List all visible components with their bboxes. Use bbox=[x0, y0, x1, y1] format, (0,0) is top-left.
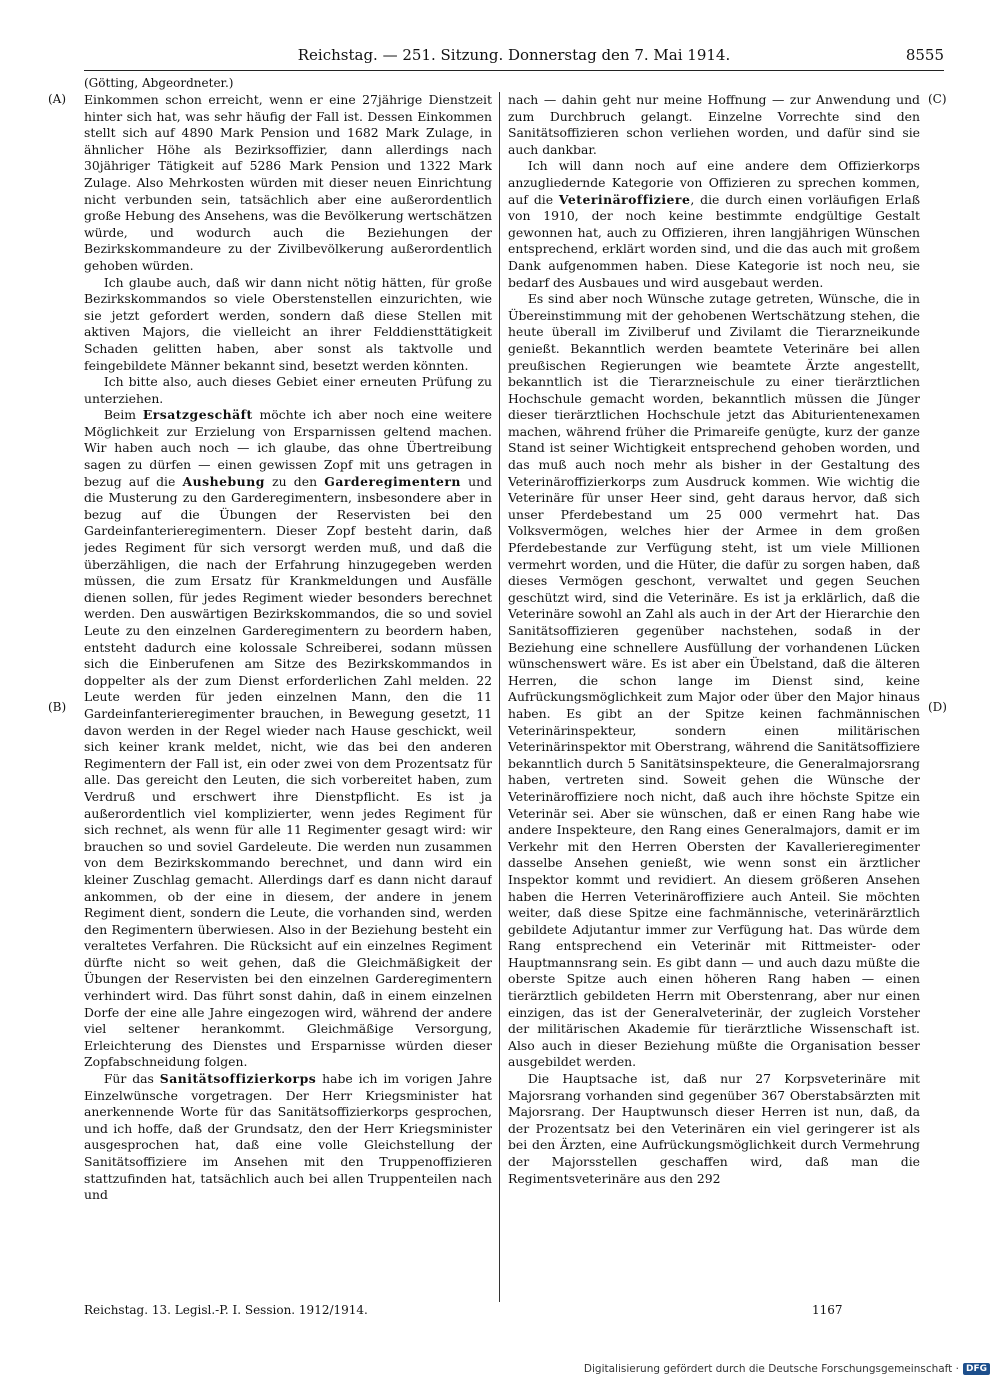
paragraph bbox=[508, 158, 920, 291]
paragraph: Ich bitte also, auch dieses Gebiet einer erneuten Prüfung zu unterziehen. bbox=[84, 374, 492, 406]
footer-session: Reichstag. 13. Legisl.-P. I. Session. 1912/1914. bbox=[84, 1303, 368, 1317]
text-run: und die Musterung zu den Garderegimentern, insbesondere aber in bezug auf die Übungen der Reservisten bei den Gardeinfanterieregimentern. Dieser Zopf besteht darin, daß jedes Regiment für sich versorgt werden muß, und daß die überzähligen, die nach der Erfahrung hinzugegeben werden müssen, die zum Ersatz für Krankmeldungen und Ausfälle dienen sollen, für jedes Regiment wieder besonders berechnet werden. Den auswärtigen Bezirkskommandos, die so und soviel Leute zu den einzelnen Garderegimentern zu beordern haben, entsteht dadurch eine kolossale Schreiberei, sodann müssen sich die Einberufenen am Sitze des Bezirkskommandos in doppelter als der zum Dienst erforderlichen Zahl melden. 22 Leute werden für jeden einzelnen Mann, den die 11 Gardeinfanterieregimenter brauchen, in Bewegung gesetzt, 11 davon werden in der Regel wieder nach Hause geschickt, weil sich keiner krank meldet, nicht, wie das bei den anderen Regimentern der Fall ist, ein oder zwei von dem Prozentsatz für alle. Das gereicht den Leuten, die sich vorbereitet haben, zum Verdruß und erschwert ihre Dienstpflicht. Es ist ja außerordentlich viel komplizierter, wenn jedes Regiment für sich rechnet, als wenn für alle 11 Regimenter gesagt wird: wir brauchen so und soviel Gardeleute. Die werden nun zusammen von dem Bezirkskommando berechnet, und dann wird ein kleiner Zuschlag gemacht. Allerdings darf es dann nicht darauf ankommen, ob der eine in diesem, der andere in jenem Regiment dient, sondern die Leute, die vorhanden sind, werden den Regimentern überwiesen. Also in der Beziehung besteht ein veraltetes Verfahren. Die Rücksicht auf ein einzelnes Regiment dürfte nicht so weit gehen, daß die Gleichmäßigkeit der Übungen der Reservisten bei den einzelnen Garderegimentern verhindert wird. Das führt sonst dahin, daß in einem einzelnen Dorfe der eine alle Jahre eingezogen wird, während der andere viel seltener herankommt. Gleichmäßige Versorgung, Erleichterung des Dienstes und Ersparnisse würden dieser Zopfabschneidung folgen. bbox=[84, 473, 492, 1070]
paragraph: Einkommen schon erreicht, wenn er eine 27jährige Dienstzeit hinter sich hat, was sehr häufig der Fall ist. Dessen Einkommen stellt sich auf 4890 Mark Pension und 1682 Mark Zulage, in ähnlicher Höhe als Bezirksoffizier, dann allerdings nach 30jähriger Tätigkeit auf 5286 Mark Pension und 1322 Mark Zulage. Also Mehrkosten würden mit dieser neuen Einrichtung nicht verbunden sein, tatsächlich aber eine außerordentlich große Hebung des Ansehens, was die Bevölkerung wertschätzen würde, und wodurch auch die Beziehungen der Bezirkskommandeure zu der Zivilbevölkerung außerordentlich gehoben würden. bbox=[84, 92, 492, 273]
header-rule bbox=[84, 70, 944, 71]
margin-mark-c: (C) bbox=[928, 92, 947, 106]
text-run: Für das bbox=[103, 1071, 160, 1087]
funding-credit bbox=[584, 1363, 990, 1375]
footer-sheet-number: 1167 bbox=[812, 1303, 843, 1317]
page-number: 8555 bbox=[905, 46, 944, 64]
text-run: möchte ich aber noch eine weitere Möglichkeit zur Erzielung von Ersparnissen geltend machen. Wir haben auch noch — ich glaube, das ohne Übertreibung sagen zu dürfen — einen gewissen Zopf mit uns getragen in bezug auf die bbox=[84, 407, 492, 489]
paragraph: Es sind aber noch Wünsche zutage getreten, Wünsche, die in Übereinstimmung mit der gehobenen Wertschätzung stehen, die heute überall im Zivilberuf und Zivilamt die Tierarzneikunde genießt. Bekanntlich werden beamtete Veterinäre bei allen preußischen Regierungen wie beamtete Ärzte angestellt, bekanntlich ist die Tierarzneischule zu einer tierärztlichen Hochschule gemacht worden, bekanntlich müssen die Jünger dieser tierärztlichen Hochschule jetzt das Abiturientenexamen machen, während früher die Primareife genügte, kurz der ganze Stand ist seiner Wichtigkeit entsprechend gehoben worden, und das muß auch noch mehr als bisher in der Gestaltung des Veterinäroffizierkorps zum Ausdruck kommen. Wie wichtig die Veterinäre für unser Heer sind, geht daraus hervor, daß sich unser Pferdebestand um 25 000 vermehrt hat. Das Volksvermögen, welches hier der Armee in dem großen Pferdebestande zur Verfügung steht, ist um viele Millionen vermehrt worden, und die Hüter, die dafür zu sorgen haben, daß dieses Vermögen geschont, verwaltet und gegen Seuchen geschützt wird, sind die Veterinäre. Es ist ja erklärlich, daß die Veterinäre sowohl an Zahl als auch in der Art der Hierarchie den Sanitätsoffizieren gegenüber nachstehen, sodaß in der Beziehung eine schnellere Ausfüllung der vorhandenen Lücken wünschenswert wäre. Es ist aber ein Übelstand, daß die älteren Herren, die schon lange im Dienst sind, keine Aufrückungsmöglichkeit zum Major oder über den Major hinaus haben. Es gibt an der Spitze keinen fachmännischen Veterinärinspekteur, sondern einen militärischen Veterinärinspektor mit Oberstrang, während die Sanitätsoffiziere bekanntlich durch 5 Sanitätsinspekteure, die Generalmajorsrang haben, vertreten sind. Soweit gehen die Wünsche der Veterinäroffiziere noch nicht, daß auch ihre höchste Spitze ein Veterinär sei. Aber sie wünschen, daß er einen Rang habe wie andere Inspekteure, den Rang eines Generalmajors, damit er im Verkehr mit den Herren Obersten der Kavallerieregimenter dasselbe Ansehen genießt, wie wenn sonst ein ärztlicher Inspektor kommt und revidiert. An diesem größeren Ansehen haben die Herren Veterinäroffiziere auch Anteil. Sie möchten weiter, daß diese Spitze eine fachmännische, veterinärärztlich gebildete Adjutantur immer zur Verfügung hat. Das würde dem Rang entsprechend ein Veterinär mit Rittmeister- oder Hauptmannsrang sein. Es gibt dann — und auch dazu müßte die oberste Spitze auch einen höheren Rang haben — einen tierärztlich gebildeten Herrn mit Oberstenrang, aber nur einen einzigen, das ist der Generalveterinär, der zugleich Vorsteher der militärischen Akademie für tierärztliche Wissenschaft ist. Also auch in dieser Beziehung müßte die Organisation besser ausgebildet werden. bbox=[508, 291, 920, 1070]
bold-term: Veterinäroffiziere bbox=[558, 191, 691, 207]
bold-term: Garderegimentern bbox=[324, 473, 461, 489]
margin-mark-b: (B) bbox=[48, 700, 67, 714]
bold-term: Aushebung bbox=[182, 473, 265, 489]
text-run: Ich will dann noch auf eine andere dem Offizierkorps anzugliedernde Kategorie von Offizieren zu sprechen kommen, auf die bbox=[508, 158, 920, 207]
right-column bbox=[508, 92, 920, 1300]
page-header bbox=[84, 46, 944, 70]
margin-mark-d: (D) bbox=[928, 700, 947, 714]
text-run: zu den bbox=[264, 473, 325, 489]
dfg-logo: DFG bbox=[963, 1363, 990, 1375]
text-run: habe ich im vorigen Jahre Einzelwünsche vorgetragen. Der Herr Kriegsminister hat anerkennende Worte für das Sanitätsoffizierkorps gesprochen, und ich hoffe, daß der Grundsatz, den der Herr Kriegsminister ausgesprochen hat, daß eine volle Gleichstellung der Sanitätsoffiziere im Ansehen mit den Truppenoffizieren stattzufinden hat, tatsächlich auch bei allen Truppenteilen nach und bbox=[84, 1071, 492, 1203]
column-divider bbox=[499, 92, 500, 1302]
credit-text: Digitalisierung gefördert durch die Deutsche Forschungsgemeinschaft · bbox=[583, 1363, 959, 1375]
header-title: Reichstag. — 251. Sitzung. Donnerstag den 7. Mai 1914. bbox=[297, 46, 731, 64]
paragraph: Ich glaube auch, daß wir dann nicht nötig hätten, für große Bezirkskommandos so viele Oberstenstellen einzurichten, wie sie jetzt gefordert werden, sondern daß diese Stellen mit aktiven Majors, die vielleicht an ihrer Felddiensttätigkeit Schaden gelitten haben, aber sonst als taktvolle und feingebildete Männer bekannt sind, besetzt werden könnten. bbox=[84, 274, 492, 373]
paragraph bbox=[84, 1071, 492, 1204]
paragraph bbox=[84, 407, 492, 1071]
paragraph: Die Hauptsache ist, daß nur 27 Korpsveterinäre mit Majorsrang vorhanden sind gegenüber 367 Oberstabsärzten mit Majorsrang. Der Hauptwunsch dieser Herren ist nun, daß, da der Prozentsatz bei den Veterinären ein viel geringerer ist als bei den Ärzten, eine Aufrückungsmöglichkeit durch Vermehrung der Majorsstellen geschaffen wird, daß man die Regimentsveterinäre aus den 292 bbox=[508, 1071, 920, 1186]
paragraph: nach — dahin geht nur meine Hoffnung — zur Anwendung und zum Durchbruch gelangt. Einzelne Vorrechte sind den Sanitätsoffizieren schon verliehen worden, und dafür sind sie auch dankbar. bbox=[508, 92, 920, 157]
speaker-label: (Götting, Abgeordneter.) bbox=[84, 76, 234, 90]
bold-term: Sanitätsoffizierkorps bbox=[159, 1071, 317, 1087]
left-column bbox=[84, 92, 492, 1300]
margin-mark-a: (A) bbox=[48, 92, 67, 106]
text-run: , die durch einen vorläufigen Erlaß von 1910, der noch keine bestimmte endgültige Gestalt gewonnen hat, auch zu Offizieren, ihren langjährigen Wünschen entsprechend, erklärt worden sind, und die das auch mit großem Dank aufgenommen haben. Diese Kategorie ist noch neu, sie bedarf des Ausbaues und wird ausgebaut werden. bbox=[508, 191, 920, 290]
bold-term: Ersatzgeschäft bbox=[142, 407, 253, 423]
text-run: Beim bbox=[103, 407, 143, 423]
